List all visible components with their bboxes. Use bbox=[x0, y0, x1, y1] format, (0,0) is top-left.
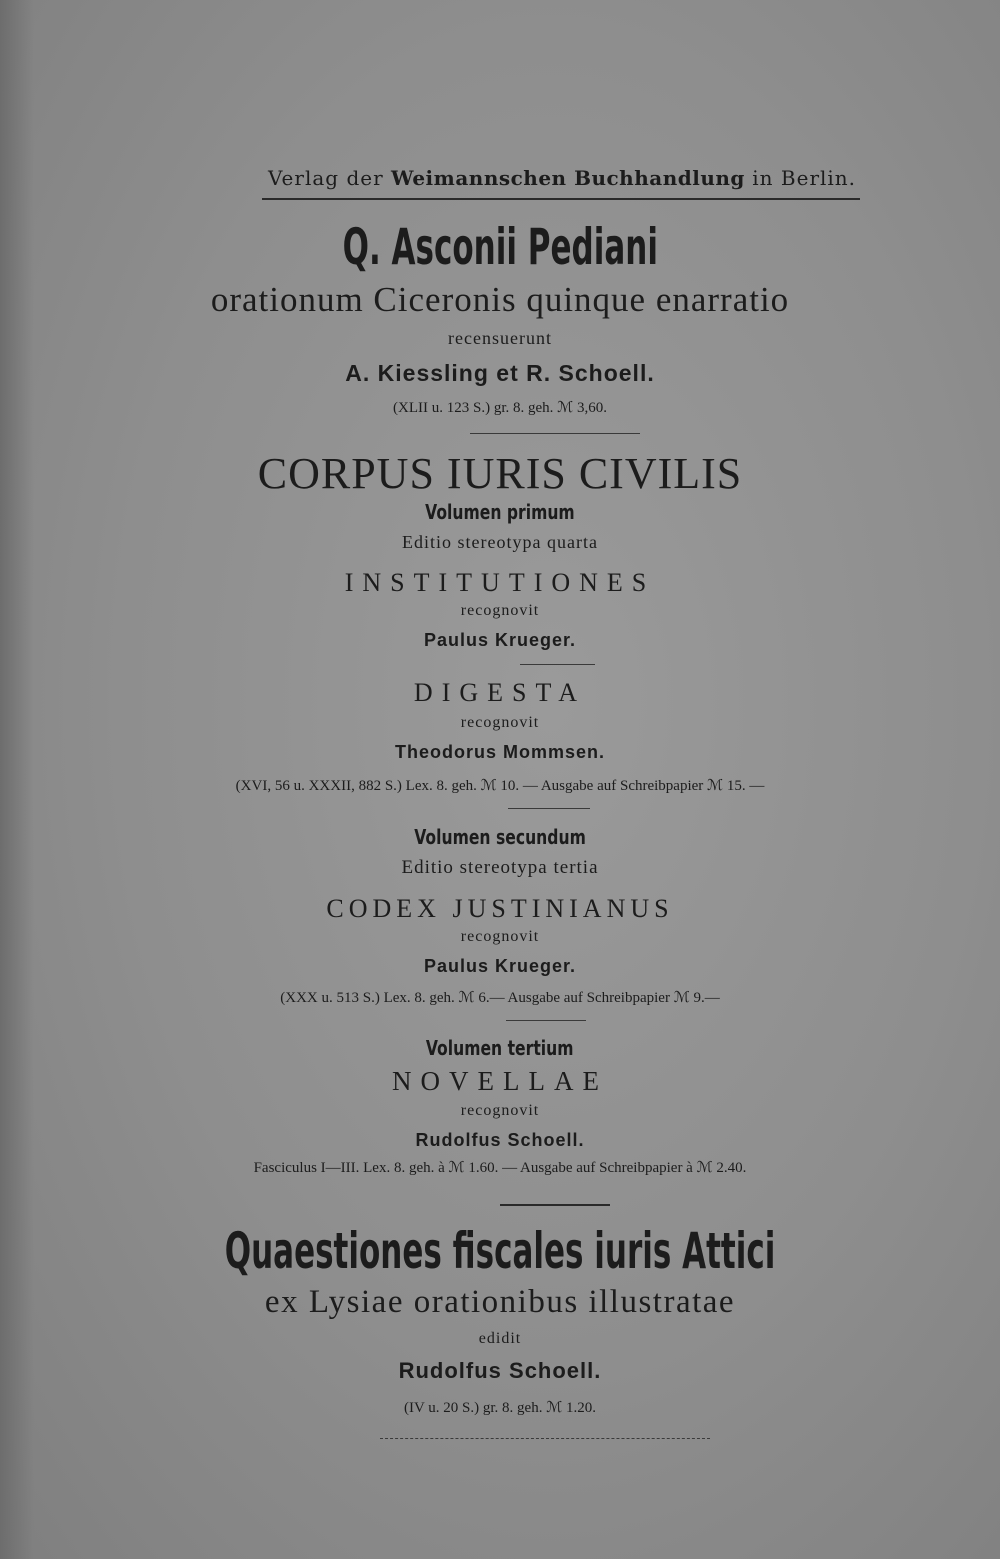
vol1-price: (XVI, 56 u. XXXII, 882 S.) Lex. 8. geh. ℳ 10. — Ausgabe auf Schreibpapier ℳ 15. — bbox=[235, 778, 765, 794]
subsection-rule bbox=[506, 1020, 586, 1021]
vol1-recognovit1: recognovit bbox=[460, 602, 540, 619]
asconius-price: (XLII u. 123 S.) gr. 8. geh. ℳ 3,60. bbox=[393, 400, 607, 416]
vol1-editor1: Paulus Krueger. bbox=[423, 630, 577, 650]
header-rule bbox=[262, 198, 860, 200]
vol1-recognovit2: recognovit bbox=[460, 714, 540, 731]
quaestiones-title: Quaestiones fiscales iuris Attici bbox=[224, 1222, 776, 1280]
vol3-novellae: NOVELLAE bbox=[392, 1066, 608, 1096]
asconius-subtitle: orationum Ciceronis quinque enarratio bbox=[210, 280, 790, 319]
publisher-header bbox=[262, 166, 862, 190]
quaestiones-edidit: edidit bbox=[478, 1330, 522, 1347]
vol1-edition: Editio stereotypa quarta bbox=[402, 532, 598, 552]
vol3-recognovit: recognovit bbox=[460, 1102, 540, 1119]
vol1-digesta: DIGESTA bbox=[413, 678, 587, 707]
asconius-recensuerunt: recensuerunt bbox=[448, 328, 552, 348]
quaestiones-subtitle: ex Lysiae orationibus illustratae bbox=[264, 1284, 736, 1320]
vol3-price: Fasciculus I—III. Lex. 8. geh. à ℳ 1.60. — Ausgabe auf Schreibpapier à ℳ 2.40. bbox=[253, 1160, 747, 1176]
vol2-edition: Editio stereotypa tertia bbox=[401, 857, 599, 878]
vol1-label: Volumen primum bbox=[425, 500, 575, 524]
quaestiones-price: (IV u. 20 S.) gr. 8. geh. ℳ 1.20. bbox=[403, 1400, 596, 1416]
subsection-rule bbox=[520, 664, 595, 665]
header-suffix: in Berlin. bbox=[752, 166, 857, 190]
vol2-recognovit: recognovit bbox=[460, 928, 540, 945]
vol3-editor: Rudolfus Schoell. bbox=[415, 1130, 585, 1150]
header-publisher: Weimannschen Buchhandlung bbox=[391, 166, 745, 190]
subsection-rule bbox=[508, 808, 590, 809]
header-prefix: Verlag der bbox=[267, 166, 384, 190]
vol2-label: Volumen secundum bbox=[414, 825, 586, 849]
vol1-editor2: Theodorus Mommsen. bbox=[394, 742, 605, 762]
asconius-title: Q. Asconii Pediani bbox=[342, 218, 658, 276]
vol2-codex: CODEX JUSTINIANUS bbox=[326, 894, 674, 923]
vol3-label: Volumen tertium bbox=[426, 1036, 574, 1060]
footer-rule bbox=[380, 1438, 710, 1439]
corpus-title: CORPUS IURIS CIVILIS bbox=[257, 449, 743, 498]
vol2-price: (XXX u. 513 S.) Lex. 8. geh. ℳ 6.— Ausgabe auf Schreibpapier ℳ 9.— bbox=[280, 990, 720, 1006]
section-rule bbox=[500, 1204, 610, 1206]
asconius-editors: A. Kiessling et R. Schoell. bbox=[345, 360, 655, 386]
section-rule bbox=[470, 433, 640, 434]
vol2-editor: Paulus Krueger. bbox=[423, 956, 577, 976]
vol1-institutiones: INSTITUTIONES bbox=[344, 568, 656, 597]
quaestiones-editor: Rudolfus Schoell. bbox=[398, 1358, 602, 1383]
